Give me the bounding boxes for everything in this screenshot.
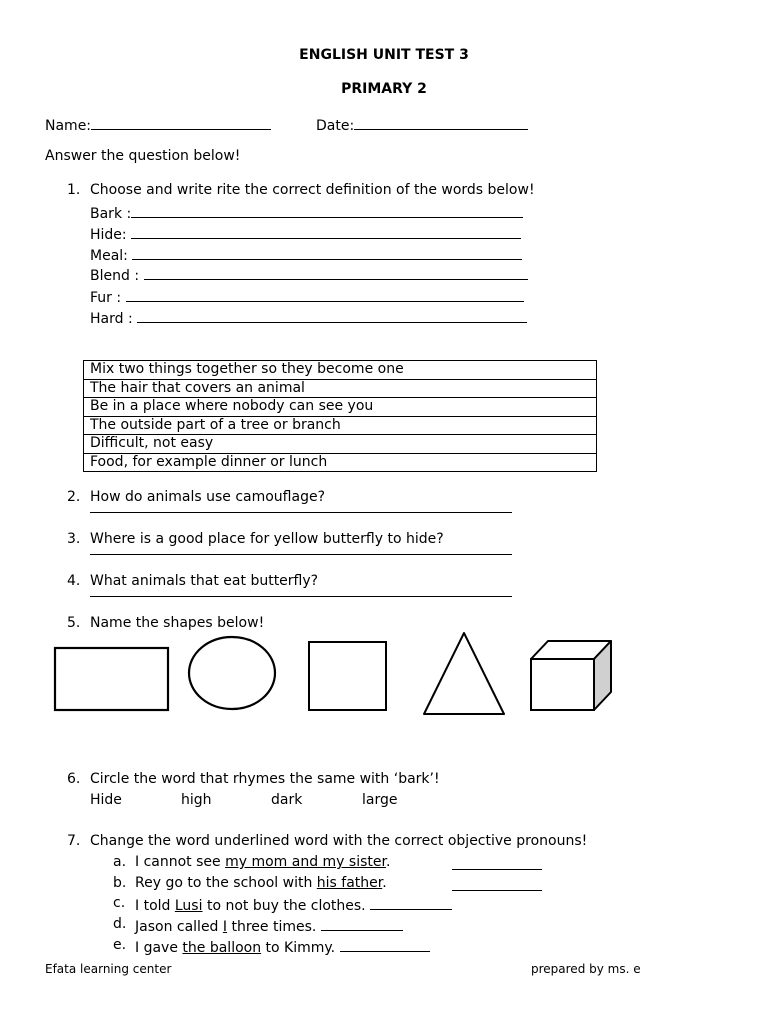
q7-item-e xyxy=(113,937,126,953)
date-blank[interactable] xyxy=(354,115,528,130)
q6-option-dark[interactable]: dark xyxy=(271,792,303,808)
answer-blank[interactable] xyxy=(131,203,523,218)
q7-answer-line-a[interactable] xyxy=(452,869,542,870)
q1-word-blend xyxy=(90,265,528,284)
date-field xyxy=(316,115,528,134)
item-letter: d. xyxy=(113,916,127,932)
sentence-text: to not buy the clothes. xyxy=(202,898,366,914)
underlined-words: the balloon xyxy=(182,940,262,956)
answer-blank[interactable] xyxy=(370,895,452,910)
square-shape xyxy=(309,642,386,710)
q6-option-high[interactable]: high xyxy=(181,792,212,808)
q5-number: 5. xyxy=(67,615,81,631)
q7-answer-line-b[interactable] xyxy=(452,890,542,891)
q4-text: What animals that eat butterfly? xyxy=(90,573,319,589)
q1-text: Choose and write rite the correct definition of the words below! xyxy=(90,182,535,198)
table-row xyxy=(84,379,597,398)
word-label: Hard : xyxy=(90,311,133,327)
answer-blank[interactable] xyxy=(321,916,403,931)
q1-word-bark xyxy=(90,203,523,222)
q7-text: Change the word underlined word with the correct objective pronouns! xyxy=(90,833,588,849)
q7-item-d xyxy=(113,916,126,932)
table-row xyxy=(84,398,597,417)
sentence-text: I gave xyxy=(135,940,183,956)
q7-sentence-c xyxy=(135,895,452,914)
word-label: Bark : xyxy=(90,206,132,222)
table-row xyxy=(84,435,597,454)
q7-item-b xyxy=(113,875,126,891)
q3-answer-line[interactable] xyxy=(90,554,512,555)
q3-text: Where is a good place for yellow butterfly to hide? xyxy=(90,531,444,547)
answer-blank[interactable] xyxy=(137,308,527,323)
q7-sentence-b xyxy=(135,875,387,891)
q7-sentence-e xyxy=(135,937,430,956)
definition-cell: Food, for example dinner or lunch xyxy=(84,453,597,472)
q7-sentence-a xyxy=(135,854,390,870)
item-letter: b. xyxy=(113,875,127,891)
triangle-shape xyxy=(424,633,504,714)
item-letter: a. xyxy=(113,854,127,870)
item-letter: c. xyxy=(113,895,126,911)
sentence-text: Jason called xyxy=(135,919,223,935)
q4-answer-line[interactable] xyxy=(90,596,512,597)
sentence-text: . xyxy=(382,875,387,891)
word-label: Hide: xyxy=(90,227,127,243)
q6-number: 6. xyxy=(67,771,81,787)
sentence-text: to Kimmy. xyxy=(261,940,336,956)
q1-word-meal xyxy=(90,245,522,264)
sentence-text: I told xyxy=(135,898,175,914)
item-letter: e. xyxy=(113,937,127,953)
cube-shape xyxy=(531,641,611,710)
definition-cell: The outside part of a tree or branch xyxy=(84,416,597,435)
word-label: Blend : xyxy=(90,268,140,284)
answer-blank[interactable] xyxy=(131,224,521,239)
table-row xyxy=(84,416,597,435)
q7-sentence-d xyxy=(135,916,403,935)
underlined-words: my mom and my sister xyxy=(225,854,386,870)
q7-item-a xyxy=(113,854,126,870)
q7-number: 7. xyxy=(67,833,81,849)
test-title: ENGLISH UNIT TEST 3 xyxy=(299,47,469,63)
q5-text: Name the shapes below! xyxy=(90,615,265,631)
q3-number: 3. xyxy=(67,531,81,547)
q7-item-c xyxy=(113,895,125,911)
name-blank[interactable] xyxy=(91,115,271,130)
name-label: Name: xyxy=(45,118,92,134)
date-label: Date: xyxy=(316,118,355,134)
underlined-words: Lusi xyxy=(174,898,203,914)
q2-text: How do animals use camouflage? xyxy=(90,489,325,505)
q6-option-hide[interactable]: Hide xyxy=(90,792,122,808)
underlined-words: I xyxy=(222,919,228,935)
definition-cell: Difficult, not easy xyxy=(84,435,597,454)
q1-number: 1. xyxy=(67,182,81,198)
answer-blank[interactable] xyxy=(144,265,528,280)
word-label: Fur : xyxy=(90,290,122,306)
test-subtitle: PRIMARY 2 xyxy=(341,81,427,97)
answer-blank[interactable] xyxy=(126,287,524,302)
rectangle-shape xyxy=(55,648,168,710)
sentence-text: I cannot see xyxy=(135,854,226,870)
circle-shape xyxy=(189,637,275,709)
definitions-table xyxy=(83,360,597,472)
sentence-text: . xyxy=(385,854,391,870)
q1-word-hard xyxy=(90,308,527,327)
table-row xyxy=(84,361,597,380)
table-row xyxy=(84,453,597,472)
underlined-words: his father xyxy=(316,875,383,891)
q1-word-hide xyxy=(90,224,521,243)
answer-blank[interactable] xyxy=(340,937,430,952)
sentence-text: Rey go to the school with xyxy=(135,875,317,891)
footer-right: prepared by ms. e xyxy=(531,962,641,976)
q6-option-large[interactable]: large xyxy=(362,792,398,808)
footer-left: Efata learning center xyxy=(45,962,172,976)
name-field xyxy=(45,115,271,134)
word-label: Meal: xyxy=(90,248,128,264)
q2-answer-line[interactable] xyxy=(90,512,512,513)
definition-cell: Mix two things together so they become one xyxy=(84,361,597,380)
sentence-text: three times. xyxy=(227,919,317,935)
q6-text: Circle the word that rhymes the same with ‘bark’! xyxy=(90,771,440,787)
q4-number: 4. xyxy=(67,573,81,589)
q2-number: 2. xyxy=(67,489,81,505)
definition-cell: Be in a place where nobody can see you xyxy=(84,398,597,417)
answer-blank[interactable] xyxy=(132,245,522,260)
instruction: Answer the question below! xyxy=(45,148,241,164)
definition-cell: The hair that covers an animal xyxy=(84,379,597,398)
q1-word-fur xyxy=(90,287,524,306)
shapes-figure xyxy=(0,625,640,725)
